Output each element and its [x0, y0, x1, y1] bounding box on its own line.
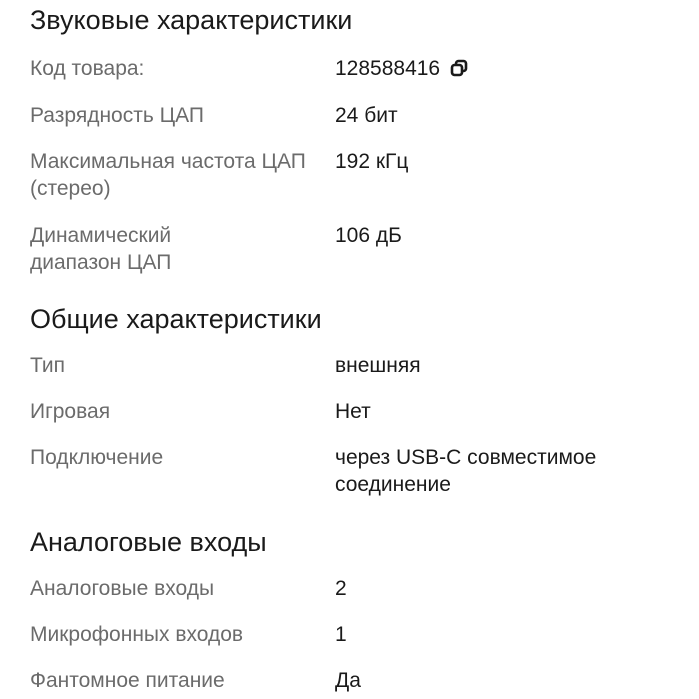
copy-icon[interactable]	[450, 57, 468, 75]
spec-row-dac-dynamic-range	[30, 222, 402, 276]
spec-row-connection	[30, 444, 635, 498]
spec-row-analog-inputs	[30, 575, 347, 602]
section-title-sound: Звуковые характеристики	[30, 5, 353, 35]
spec-value: Да	[335, 669, 361, 692]
spec-label: Аналоговые входы	[30, 577, 215, 600]
spec-value: Нет	[335, 400, 371, 423]
spec-value: через USB-C совместимое соединение	[335, 446, 597, 496]
spec-label: Микрофонных входов	[30, 623, 244, 646]
spec-label: Динамический диапазон ЦАП	[30, 224, 172, 274]
spec-row-type	[30, 352, 421, 379]
spec-value: 24 бит	[335, 104, 398, 127]
spec-label: Тип	[30, 354, 66, 377]
spec-value: 1	[335, 623, 347, 646]
product-code-text: 128588416	[335, 57, 441, 80]
section-title-analog-inputs: Аналоговые входы	[30, 527, 267, 557]
spec-row-dac-max-frequency	[30, 148, 408, 202]
spec-row-dac-bit-depth	[30, 102, 398, 129]
spec-label: Подключение	[30, 446, 164, 469]
spec-value: внешняя	[335, 354, 421, 377]
spec-label: Код товара:	[30, 57, 145, 80]
spec-row-mic-inputs	[30, 621, 347, 648]
spec-value: 106 дБ	[335, 224, 402, 247]
spec-label: Фантомное питание	[30, 669, 225, 692]
spec-row-product-code	[30, 55, 468, 82]
spec-label: Разрядность ЦАП	[30, 104, 205, 127]
spec-row-gaming	[30, 398, 371, 425]
section-title-general: Общие характеристики	[30, 304, 322, 334]
spec-value-product-code	[335, 55, 468, 82]
spec-label: Игровая	[30, 400, 111, 423]
spec-value: 2	[335, 577, 347, 600]
spec-row-phantom-power	[30, 667, 361, 694]
spec-label: Максимальная частота ЦАП (стерео)	[30, 150, 306, 200]
spec-value: 192 кГц	[335, 150, 409, 173]
